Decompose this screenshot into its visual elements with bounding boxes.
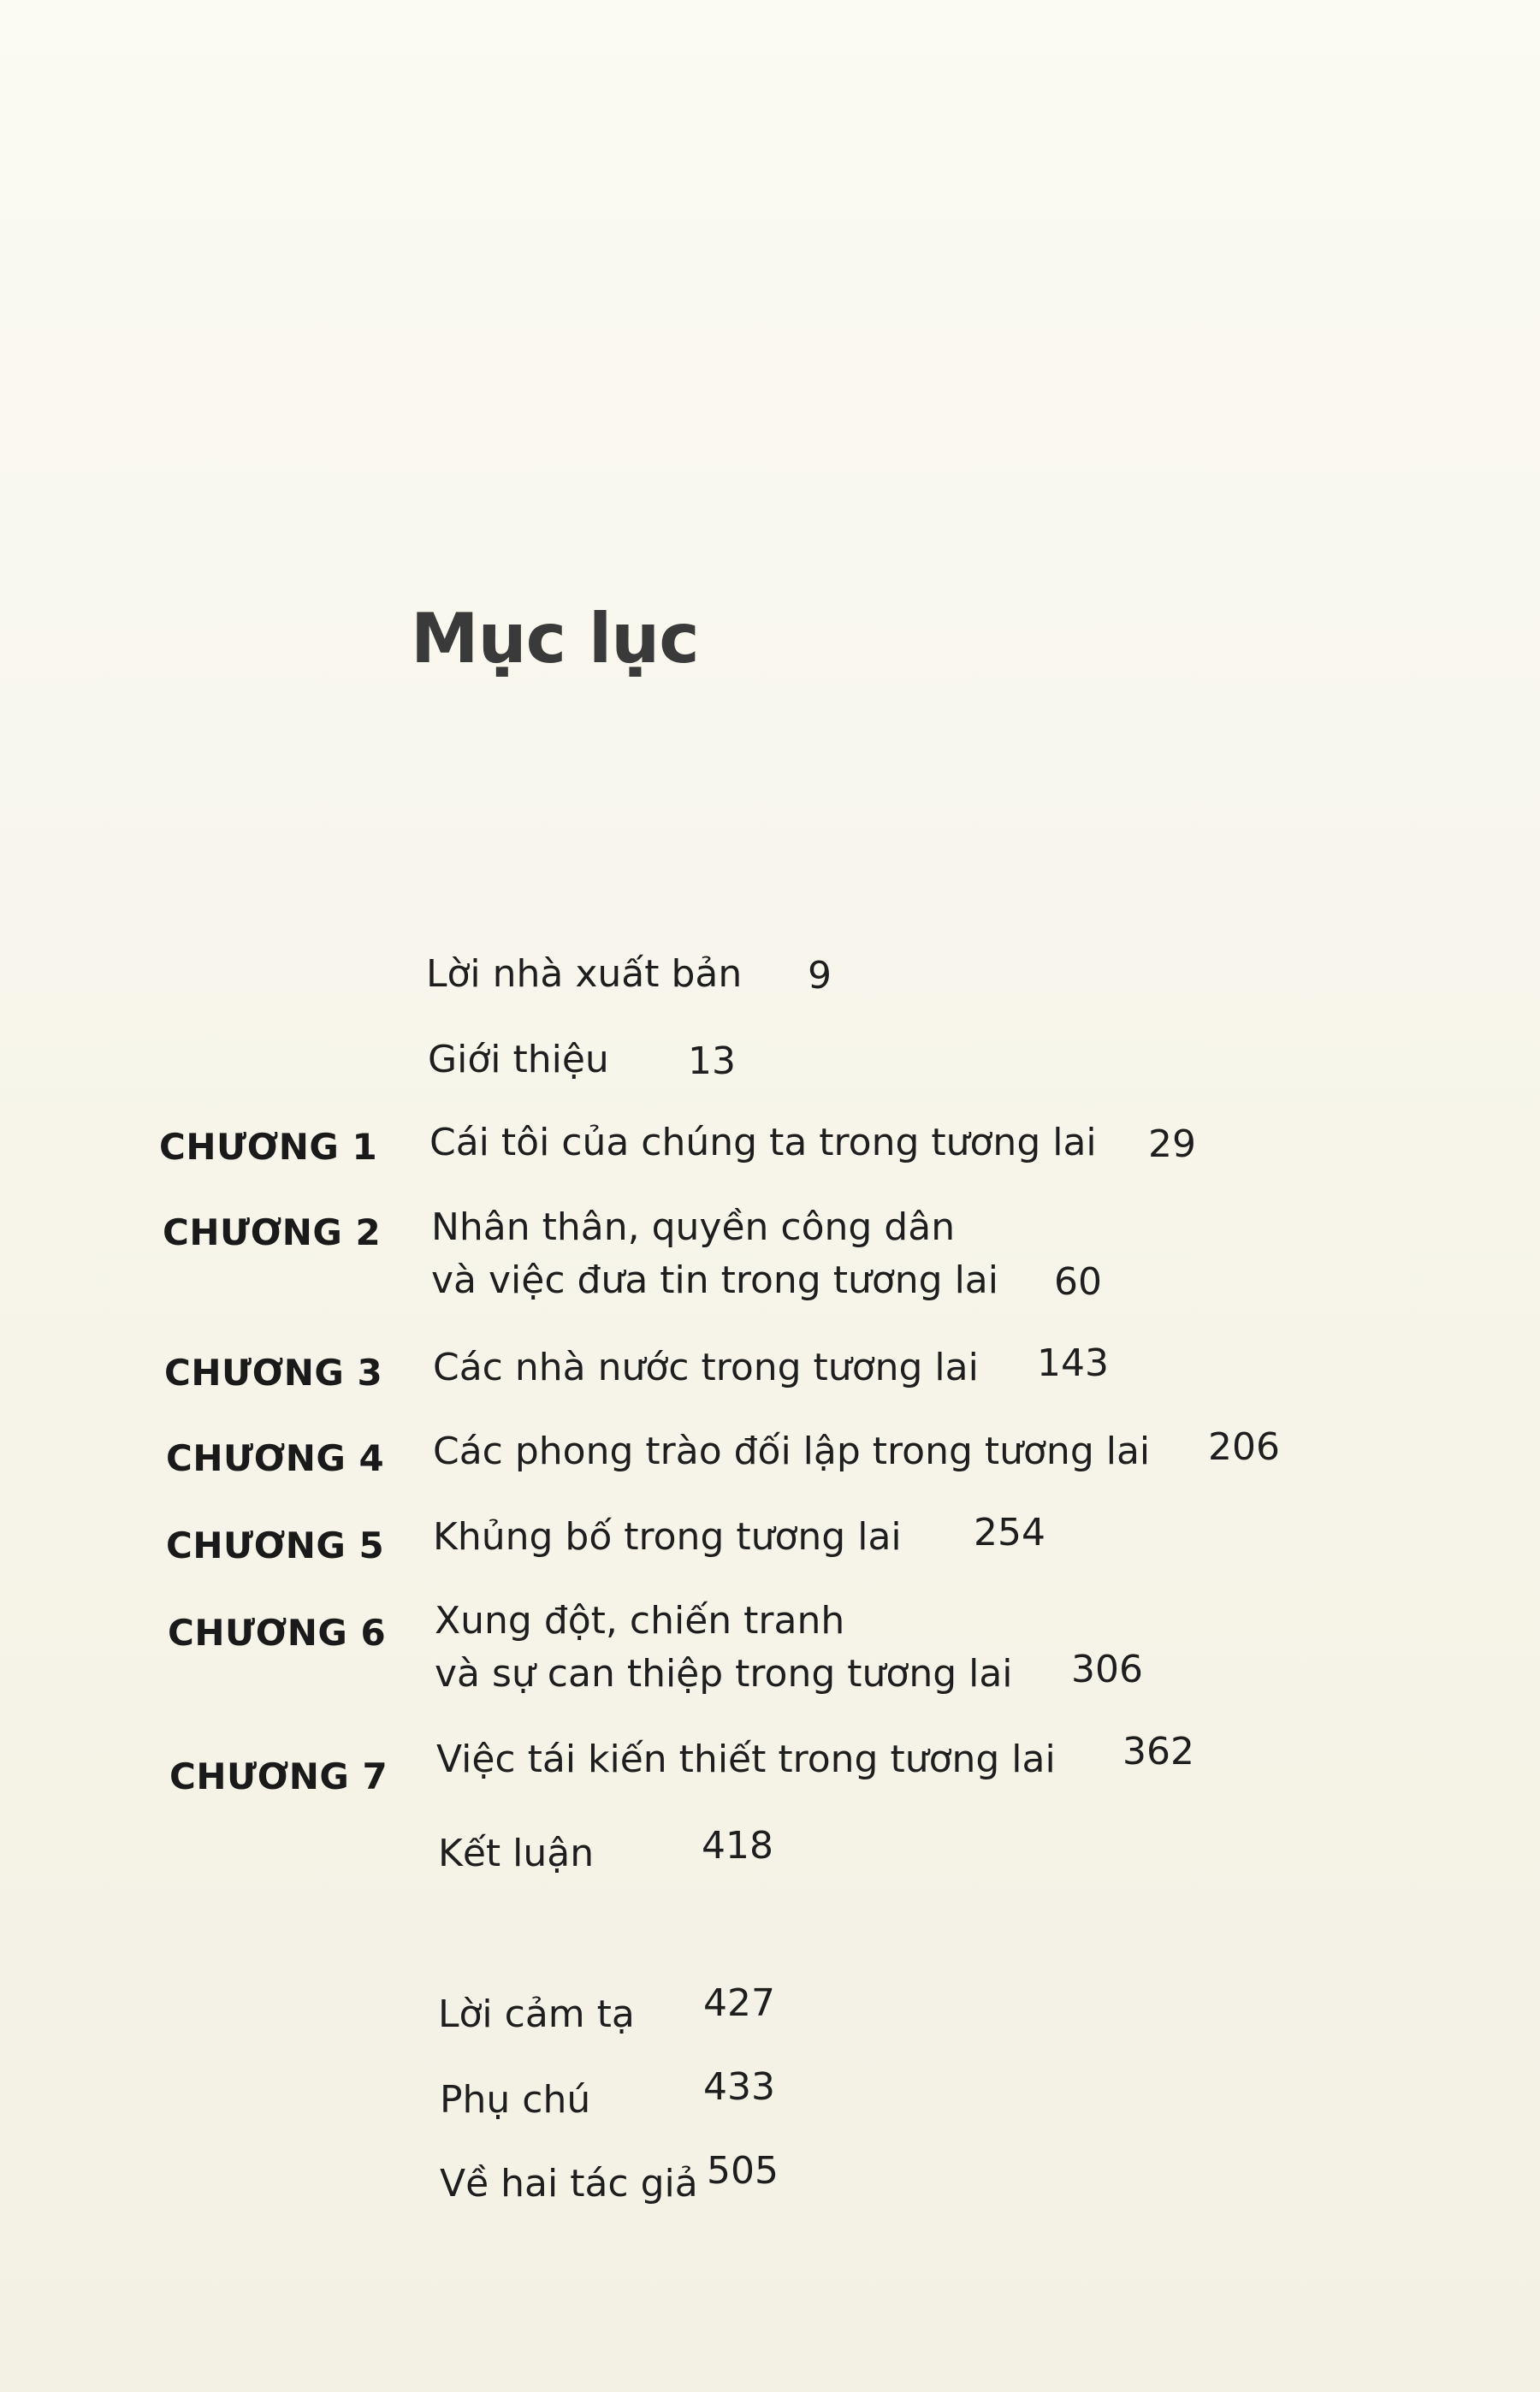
toc-page-number: 433 bbox=[703, 2065, 775, 2109]
toc-entry-chapter-7 bbox=[436, 1733, 1056, 1786]
toc-page-number: 60 bbox=[1054, 1260, 1102, 1304]
toc-page-number: 254 bbox=[974, 1511, 1045, 1554]
toc-entry-title: Giới thiệu bbox=[428, 1038, 609, 1081]
toc-entry-title-line-1: Xung đột, chiến tranh bbox=[435, 1599, 845, 1643]
toc-entry-title: Về hai tác giả bbox=[440, 2162, 698, 2205]
toc-entry-chapter-3 bbox=[433, 1341, 979, 1394]
page-title: Mục lục bbox=[411, 599, 699, 678]
toc-page-number: 29 bbox=[1148, 1122, 1196, 1166]
toc-entry-publisher-note bbox=[426, 948, 742, 1001]
chapter-label: CHƯƠNG 2 bbox=[163, 1211, 382, 1253]
toc-entry-chapter-5 bbox=[433, 1511, 902, 1564]
toc-page-number: 306 bbox=[1071, 1648, 1143, 1691]
toc-page-number: 9 bbox=[808, 954, 832, 998]
toc-entry-chapter-6 bbox=[435, 1595, 1013, 1701]
toc-entry-title: Các nhà nước trong tương lai bbox=[433, 1346, 979, 1389]
toc-entry-title: Cái tôi của chúng ta trong tương lai bbox=[429, 1121, 1097, 1164]
toc-page-number: 143 bbox=[1037, 1341, 1109, 1385]
toc-entry-title: Khủng bố trong tương lai bbox=[433, 1515, 902, 1559]
toc-entry-title: Lời nhà xuất bản bbox=[426, 952, 743, 996]
toc-entry-about-authors bbox=[440, 2158, 698, 2211]
chapter-label: CHƯƠNG 6 bbox=[168, 1612, 387, 1654]
toc-page-number: 13 bbox=[688, 1039, 736, 1083]
toc-page-number: 427 bbox=[703, 1981, 775, 2025]
toc-entry-title: Kết luận bbox=[438, 1832, 595, 1875]
toc-page-number: 206 bbox=[1208, 1425, 1280, 1469]
toc-entry-title-line-2: và việc đưa tin trong tương lai bbox=[431, 1258, 998, 1302]
toc-entry-title: Việc tái kiến thiết trong tương lai bbox=[436, 1738, 1056, 1781]
toc-entry-title: Lời cảm tạ bbox=[438, 1992, 635, 2036]
toc-page-number: 362 bbox=[1122, 1730, 1194, 1773]
toc-entry-introduction bbox=[428, 1033, 609, 1086]
toc-entry-conclusion bbox=[438, 1827, 594, 1880]
toc-page-number: 505 bbox=[707, 2149, 779, 2193]
toc-entry-chapter-2 bbox=[431, 1201, 998, 1307]
chapter-label: CHƯƠNG 7 bbox=[169, 1756, 388, 1797]
chapter-label: CHƯƠNG 5 bbox=[166, 1525, 385, 1566]
toc-entry-title-line-2: và sự can thiệp trong tương lai bbox=[435, 1652, 1013, 1696]
toc-entry-chapter-4 bbox=[433, 1425, 1150, 1478]
toc-entry-acknowledgements bbox=[438, 1988, 635, 2041]
chapter-label: CHƯƠNG 3 bbox=[164, 1352, 383, 1394]
chapter-label: CHƯƠNG 1 bbox=[159, 1126, 378, 1168]
chapter-label: CHƯƠNG 4 bbox=[166, 1437, 385, 1479]
toc-entry-title-line-1: Nhân thân, quyền công dân bbox=[431, 1205, 956, 1249]
toc-page-number: 418 bbox=[702, 1824, 773, 1868]
toc-entry-title: Phụ chú bbox=[440, 2078, 591, 2122]
toc-entry-chapter-1 bbox=[429, 1116, 1097, 1169]
toc-entry-title: Các phong trào đối lập trong tương lai bbox=[433, 1430, 1151, 1473]
toc-entry-notes bbox=[440, 2074, 590, 2127]
